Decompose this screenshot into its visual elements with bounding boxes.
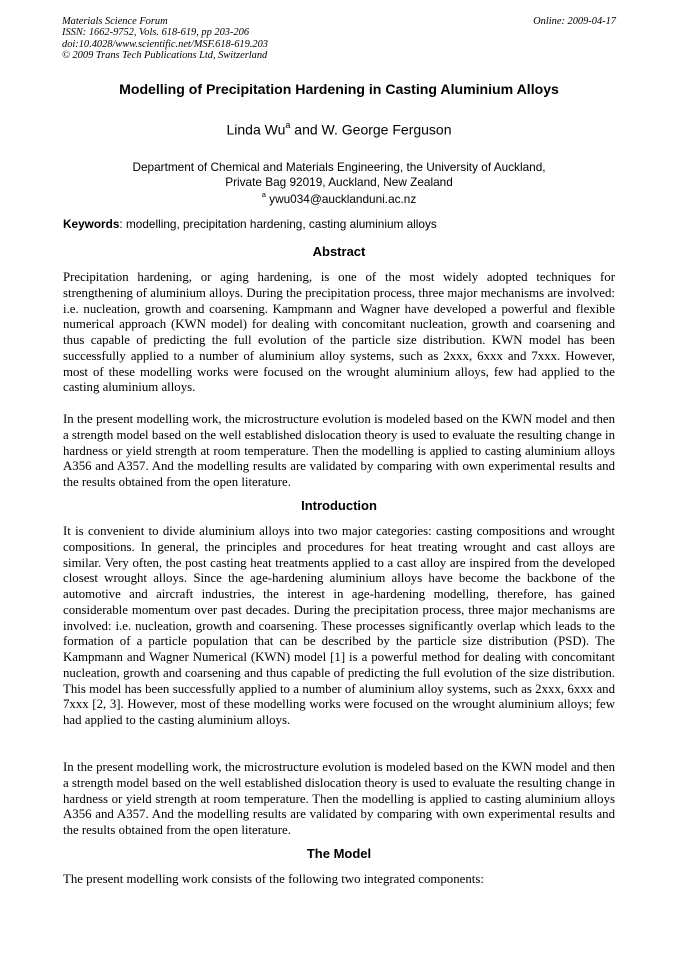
abstract-heading: Abstract <box>312 244 366 259</box>
doi-line: doi:10.4028/www.scientific.net/MSF.618-619.203 <box>62 38 268 50</box>
affiliation-line: Department of Chemical and Materials Engineering, the University of Auckland, <box>132 160 546 174</box>
author-superscript: a <box>285 120 291 130</box>
issn-line: ISSN: 1662-9752, Vols. 618-619, pp 203-206 <box>62 27 250 39</box>
author-rest: and W. George Ferguson <box>290 121 452 138</box>
author-email <box>40 191 638 206</box>
email-address: ywu034@aucklanduni.ac.nz <box>265 191 417 206</box>
author-first: Linda Wu <box>226 121 286 138</box>
model-paragraph-1: The present modelling work consists of the following two integrated components: <box>63 872 484 886</box>
introduction-paragraph-1: It is convenient to divide aluminium alloys into two major categories: casting compositions and wrought compositions. In general, the principles and procedures for heat treating wrought and cast alloys are similar. Very often, the post casting heat treatments applied to a cast alloy are inspired from the developed closest wrought alloys. Since the age-hardening aluminium alloys have become the backbone of the automotive and aircraft industries, the interest in age-hardening modelling, therefore, has gained considerable momentum over past decades. During the precipitation process, three major mechanisms are involved: i.e. nucleation, growth and coarsening. These processes significantly overlap which leads to the formation of a particle population that can be described by the particle size distribution (PSD). The Kampmann and Wagner Numerical (KWN) model [1] is a powerful method for dealing with concomitant nucleation, growth and coarsening and thus capable of predicting the full evolution of the size distribution. This model has been successfully applied to a number of aluminium alloy systems, such as 2xxx, 6xxx and 7xxx [2, 3]. However, most of these modelling works were focused on the wrought aluminium alloys; few had applied to the casting aluminium alloys. <box>63 524 615 727</box>
introduction-paragraph-2: In the present modelling work, the microstructure evolution is modeled based on the KWN model and then a strength model based on the well established dislocation theory is used to evaluate the resulting change in hardness or yield strength at room temperature. Then the modelling is applied to casting aluminium alloys A356 and A357. And the modelling results are validated by comparing with own experimental results and the results obtained from the open literature. <box>63 760 615 837</box>
affiliation-line: Private Bag 92019, Auckland, New Zealand <box>225 175 453 189</box>
model-heading: The Model <box>306 846 372 861</box>
introduction-heading: Introduction <box>301 498 377 513</box>
copyright-line: © 2009 Trans Tech Publications Ltd, Switzerland <box>62 49 268 61</box>
keywords <box>63 217 616 231</box>
paper-title: Modelling of Precipitation Hardening in Casting Aluminium Alloys <box>119 81 559 97</box>
author-list <box>40 121 638 138</box>
journal-header <box>62 16 268 61</box>
abstract-paragraph-2: In the present modelling work, the microstructure evolution is modeled based on the KWN model and then a strength model based on the well established dislocation theory is used to evaluate the resulting change in hardness or yield strength at room temperature. Then the modelling is applied to casting aluminium alloys A356 and A357. And the modelling results are validated by comparing with own experimental results and the results obtained from the open literature. <box>63 412 615 489</box>
journal-name: Materials Science Forum <box>62 16 168 27</box>
affiliation <box>40 160 638 190</box>
keywords-text: : modelling, precipitation hardening, casting aluminium alloys <box>119 217 437 231</box>
online-date: Online: 2009-04-17 <box>533 16 616 27</box>
abstract-paragraph-1: Precipitation hardening, or aging hardening, is one of the most widely adopted techniques for strengthening of aluminium alloys. During the precipitation process, three major mechanisms are involved: i.e. nucleation, growth and coarsening. Kampmann and Wagner have developed a powerful and flexible numerical approach (KWN model) for dealing with concomitant nucleation, growth and coarsening and thus capable of predicting the full evolution of the particle size distribution. KWN model has been successfully applied to a number of aluminium alloy systems, such as 2xxx, 6xxx and 7xxx. However, most of these modelling works were focused on the wrought aluminium alloys, few had applied to the casting aluminium alloys. <box>63 270 615 395</box>
email-superscript: a <box>261 190 266 199</box>
keywords-label: Keywords <box>63 217 120 231</box>
